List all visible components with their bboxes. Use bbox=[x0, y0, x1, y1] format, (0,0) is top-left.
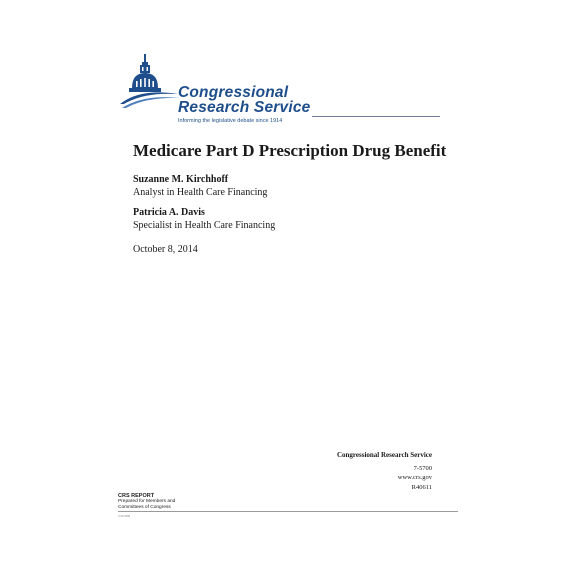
report-date: October 8, 2014 bbox=[133, 244, 198, 255]
crs-contact-block bbox=[337, 451, 432, 492]
org-name-line1: Congressional bbox=[178, 84, 289, 101]
crs-report-line1: Prepared for Members and bbox=[118, 499, 176, 505]
crs-website: www.crs.gov bbox=[397, 474, 432, 481]
crs-org-name: Congressional Research Service bbox=[336, 451, 432, 459]
footer-divider bbox=[118, 511, 458, 512]
logo-rule bbox=[312, 116, 440, 117]
crs-logo bbox=[120, 52, 450, 124]
author-role-1: Analyst in Health Care Financing bbox=[133, 187, 268, 198]
crs-report-block bbox=[118, 494, 175, 510]
author-name-1: Suzanne M. Kirchhoff bbox=[133, 174, 229, 185]
author-role-2: Specialist in Health Care Financing bbox=[133, 220, 276, 231]
capitol-dome-icon bbox=[120, 52, 182, 124]
org-name-line2: Research Service bbox=[178, 99, 311, 116]
report-title: Medicare Part D Prescription Drug Benefit bbox=[133, 141, 447, 160]
crs-report-number: R40611 bbox=[411, 483, 432, 491]
document-code: c11173008 bbox=[118, 515, 131, 518]
crs-report-line2: Committees of Congress bbox=[118, 504, 171, 510]
crs-report-label: CRS REPORT bbox=[118, 493, 155, 499]
author-name-2: Patricia A. Davis bbox=[133, 207, 205, 218]
org-tagline: Informing the legislative debate since 1914 bbox=[178, 118, 283, 124]
crs-phone: 7-5700 bbox=[413, 464, 432, 472]
